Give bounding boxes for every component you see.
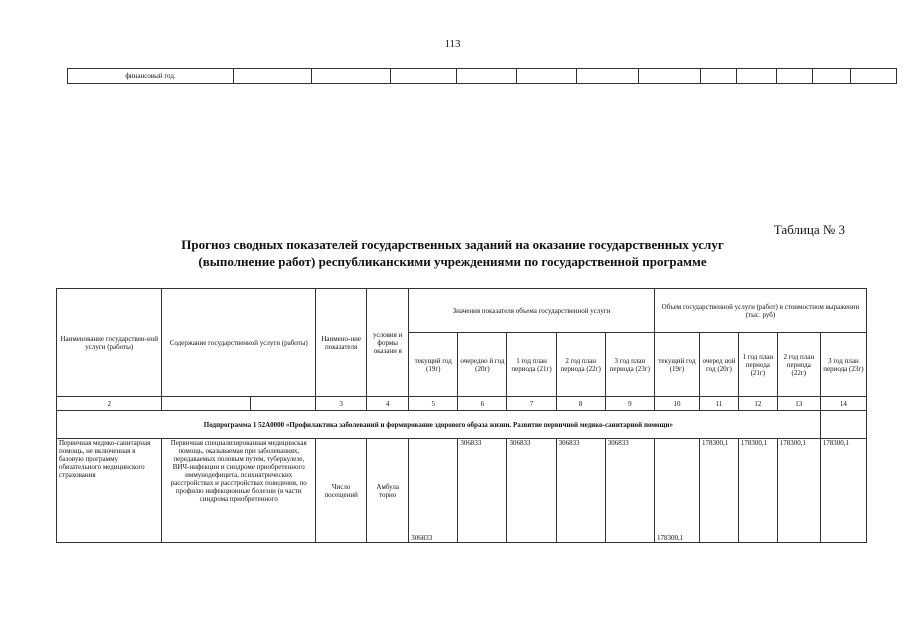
header-indicator: Наимено-ние показателя <box>316 289 367 397</box>
header-c-plan1: 1 год план периода (21г) <box>738 333 777 397</box>
header-content: Содержание государственной услуги (работы) <box>162 289 316 397</box>
header-volume-group: Значения показателя объема государственной услуги <box>409 289 655 333</box>
top-table-fragment <box>67 68 897 84</box>
table-cell <box>639 69 701 84</box>
header-v-plan1: 1 год план периода (21г) <box>507 333 556 397</box>
table-title <box>0 236 905 270</box>
volume-plan3: 306833 <box>605 439 654 543</box>
column-number <box>162 397 250 411</box>
column-number: 2 <box>57 397 162 411</box>
column-number: 12 <box>738 397 777 411</box>
column-number: 13 <box>777 397 820 411</box>
service-content: Первичная специализированная медицинская помощь, оказываемая при заболеваниях, передаваемых половым путем, туберкулезе, ВИЧ-инфекции и синдроме приобретенного иммунодефицита, психиатрических расстройствах и расстройствах поведения, по профилю инфекционные болезни (в части синдрома приобретенного <box>162 439 316 543</box>
forecast-table <box>56 288 867 543</box>
volume-current: 306833 <box>409 439 458 543</box>
table-title-line: (выполнение работ) республиканскими учреждениями по государственной программе <box>198 254 707 269</box>
table-cell <box>457 69 517 84</box>
header-c-current: текущий год (19г) <box>654 333 699 397</box>
table-caption: Таблица № 3 <box>773 222 845 237</box>
header-c-plan2: 2 год план периода (22г) <box>777 333 820 397</box>
table-cell <box>391 69 457 84</box>
header-v-plan3: 3 год план периода (23г) <box>605 333 654 397</box>
column-number-row <box>57 397 867 411</box>
table-cell <box>312 69 391 84</box>
header-cost-group: Объем государственной услуги (работ) в стоимостном выражении (тыс. руб) <box>654 289 866 333</box>
column-number: 4 <box>367 397 409 411</box>
header-c-next: очеред ной год (20г) <box>699 333 738 397</box>
header-conditions: условия и формы оказани я <box>367 289 409 397</box>
table-cell <box>851 69 897 84</box>
subprogram-row <box>57 411 867 439</box>
table-cell <box>701 69 737 84</box>
table-cell <box>777 69 813 84</box>
table-cell: финансовый год. <box>68 69 234 84</box>
header-c-plan3: 3 год план периода (23г) <box>820 333 866 397</box>
column-number: 9 <box>605 397 654 411</box>
table-cell <box>813 69 851 84</box>
table-cell <box>737 69 777 84</box>
service-conditions: Амбула торно <box>367 439 409 543</box>
column-number: 8 <box>556 397 605 411</box>
header-v-plan2: 2 год план периода (22г) <box>556 333 605 397</box>
header-v-current: текущий год (19г) <box>409 333 458 397</box>
table-cell <box>234 69 312 84</box>
column-number: 6 <box>458 397 507 411</box>
table-title-line: Прогноз сводных показателей государственных заданий на оказание государственных услуг <box>181 237 724 252</box>
cost-plan1: 178300,1 <box>738 439 777 543</box>
indicator-name: Число посещений <box>316 439 367 543</box>
page-number: 113 <box>444 38 461 50</box>
column-number: 10 <box>654 397 699 411</box>
cost-plan3: 178300,1 <box>820 439 866 543</box>
service-name: Первичная медико-санитарная помощь, не включенная в базовую программу обязательного медицинского страхования <box>57 439 162 543</box>
subprogram-title: Подпрограмма 1 52А0000 «Профилактика заболеваний и формирование здорового образа жизни. Развитие первичной медико-санитарной помощи» <box>57 411 821 439</box>
table-row <box>57 439 867 543</box>
volume-plan2: 306833 <box>556 439 605 543</box>
table-row <box>68 69 897 84</box>
column-number: 11 <box>699 397 738 411</box>
column-number <box>250 397 316 411</box>
header-row <box>57 289 867 333</box>
table-cell <box>577 69 639 84</box>
column-number: 7 <box>507 397 556 411</box>
header-v-next: очередно й год (20г) <box>458 333 507 397</box>
cost-next: 178300,1 <box>699 439 738 543</box>
column-number: 14 <box>820 397 866 411</box>
column-number: 5 <box>409 397 458 411</box>
cost-current: 178300,1 <box>654 439 699 543</box>
table-cell <box>517 69 577 84</box>
table-cell <box>820 411 866 439</box>
volume-plan1: 306833 <box>507 439 556 543</box>
header-name: Наименование государствен-ной услуги (работы) <box>57 289 162 397</box>
column-number: 3 <box>316 397 367 411</box>
cost-plan2: 178300,1 <box>777 439 820 543</box>
volume-next: 306833 <box>458 439 507 543</box>
